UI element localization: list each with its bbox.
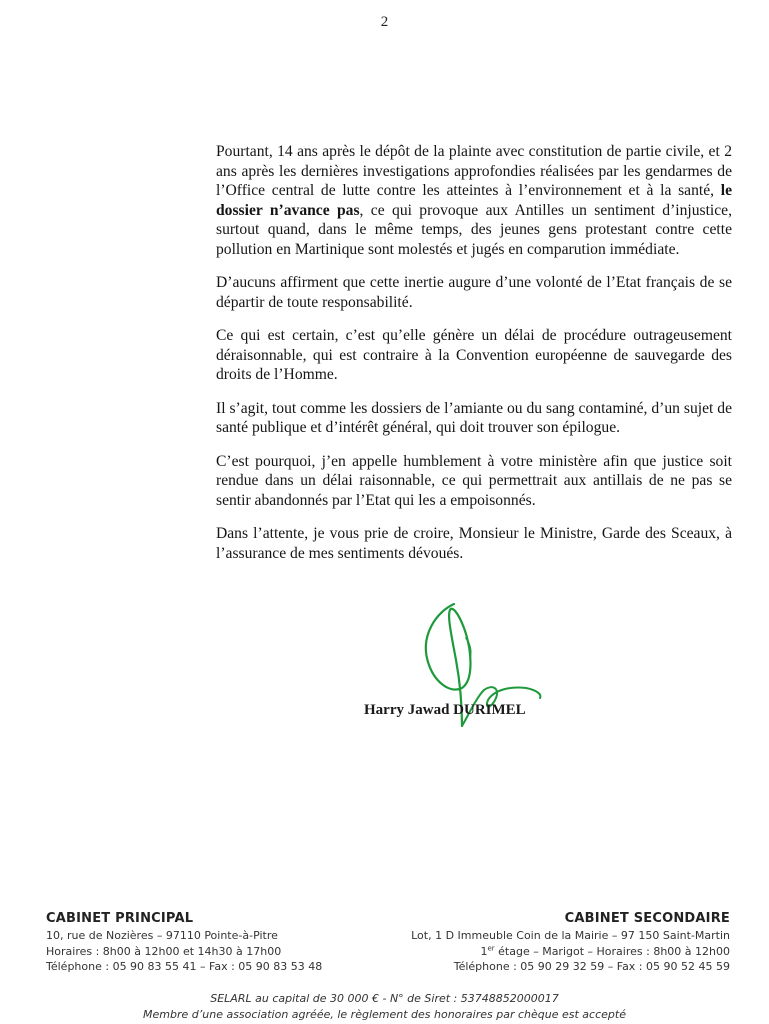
cabinet-secondaire-floor-hours xyxy=(350,944,730,960)
footer-cabinet-secondaire xyxy=(350,910,730,975)
letter-body xyxy=(216,142,732,563)
page-number: 2 xyxy=(380,14,389,30)
paragraph-2: D’aucuns affirment que cette inertie augure d’une volonté de l’Etat français de se départir de toute responsabilité. xyxy=(216,274,732,311)
cabinet-principal-phone: Téléphone : 05 90 83 55 41 – Fax : 05 90 83 53 48 xyxy=(46,960,323,973)
paragraph-1-start: Pourtant, 14 ans après le dépôt de la plainte avec constitution de partie civile, et 2 ans après les dernières investigations approfondies réalisées par les gendarmes de l’Office central de lutte contre les atteintes à l’environnement et à la santé, xyxy=(216,143,732,199)
legal-notice-capital: SELARL au capital de 30 000 € - N° de Siret : 53748852000017 xyxy=(210,992,559,1005)
cabinet-principal-hours: Horaires : 8h00 à 12h00 et 14h30 à 17h00 xyxy=(46,944,282,958)
cabinet-secondaire-phone: Téléphone : 05 90 29 32 59 – Fax : 05 90 52 45 59 xyxy=(453,960,730,973)
cabinet-secondaire-title: CABINET SECONDAIRE xyxy=(564,911,730,926)
floor-hours: étage – Marigot – Horaires : 8h00 à 12h00 xyxy=(494,944,730,958)
paragraph-1-end: , ce qui provoque aux Antilles un sentiment d’injustice, surtout quand, dans le même temps, des jeunes gens protestant contre cette pollution en Martinique sont molestés et jugés en comparution immédiate. xyxy=(216,201,733,258)
signatory-name: Harry Jawad DURIMEL xyxy=(364,702,526,718)
paragraph-3: Ce qui est certain, c’est qu’elle génère un délai de procédure outrageusement déraisonnable, qui est contraire à la Convention européenne de sauvegarde des droits de l’Homme. xyxy=(216,327,732,383)
footer-cabinet-principal xyxy=(46,910,376,975)
floor-number: 1 xyxy=(480,944,488,958)
cabinet-secondaire-address: Lot, 1 D Immeuble Coin de la Mairie – 97 150 Saint-Martin xyxy=(411,929,730,942)
paragraph-1-emphasis: le dossier n’avance pas xyxy=(216,182,732,219)
paragraph-4: Il s’agit, tout comme les dossiers de l’amiante ou du sang contaminé, d’un sujet de santé publique et d’intérêt général, qui doit trouver son épilogue. xyxy=(216,399,732,436)
cabinet-principal-title: CABINET PRINCIPAL xyxy=(46,911,194,926)
floor-superscript: er xyxy=(487,943,495,952)
paragraph-5: C’est pourquoi, j’en appelle humblement à votre ministère afin que justice soit rendue dans un délai raisonnable, ce qui permettrait aux antillais de ne pas se sentir abandonnés par l’Etat qui les a empoisonnés. xyxy=(216,452,732,509)
paragraph-1 xyxy=(216,142,732,259)
paragraph-6: Dans l’attente, je vous prie de croire, Monsieur le Ministre, Garde des Sceaux, à l’assurance de mes sentiments dévoués. xyxy=(216,525,732,562)
legal-notice-association: Membre d’une association agréée, le règlement des honoraires par chèque est accepté xyxy=(143,1008,626,1021)
legal-notice xyxy=(0,991,769,1023)
cabinet-principal-address: 10, rue de Nozières – 97110 Pointe-à-Pitre xyxy=(46,929,278,942)
